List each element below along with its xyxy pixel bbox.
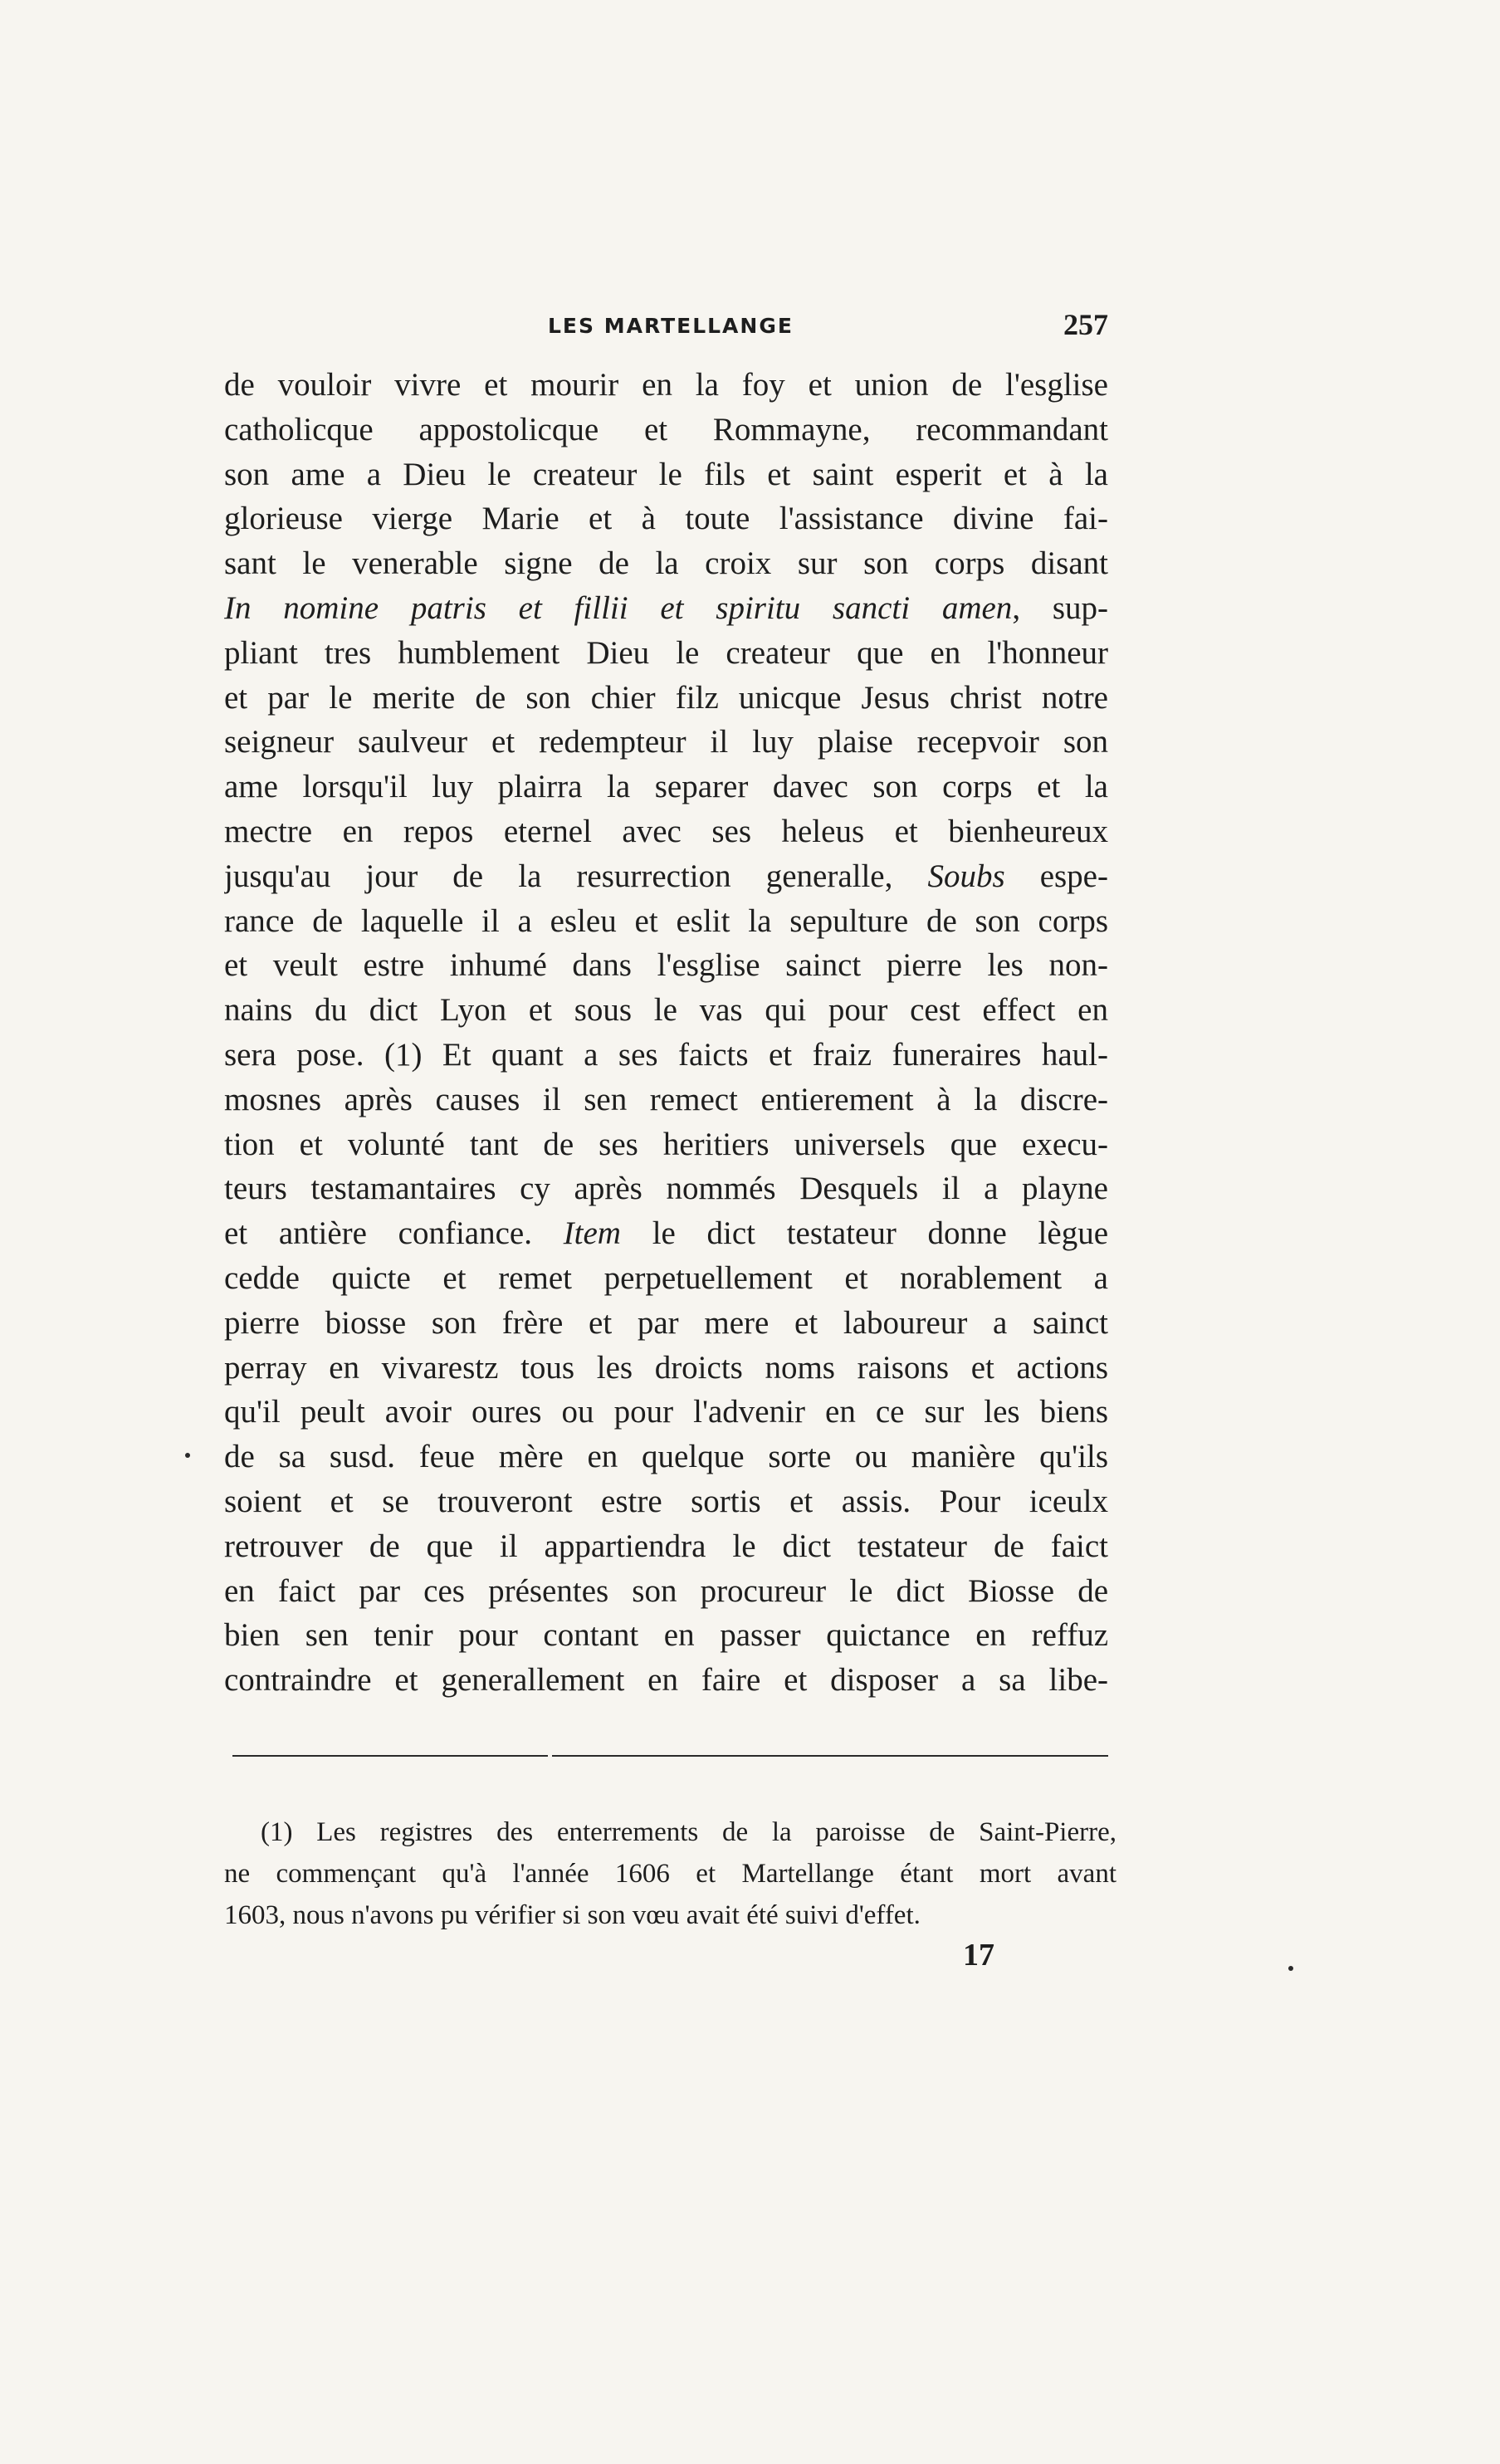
page-header	[224, 307, 1108, 357]
running-head: LES MARTELLANGE	[548, 314, 794, 338]
footnote-rule-right	[552, 1755, 1108, 1757]
text-line: rance de laquelle il a esleu et eslit la sepulture de son corps	[224, 902, 1108, 939]
text-line: sera pose. (1) Et quant a ses faicts et fraiz funeraires haul-	[224, 1036, 1108, 1073]
text-line: ame lorsqu'il luy plairra la separer davec son corps et la	[224, 769, 1108, 805]
text-line: en faict par ces présentes son procureur le dict Biosse de	[224, 1572, 1108, 1609]
italic-phrase: In nomine patris et fillii et spiritu sancti amen	[224, 589, 1013, 626]
text-line: mosnes après causes il sen remect entierement à la discre-	[224, 1081, 1108, 1117]
footnote-line: 1603, nous n'avons pu vérifier si son vœu avait été suivi d'effet.	[224, 1900, 921, 1930]
signature-mark: 17	[963, 1938, 994, 1973]
text-line: perray en vivarestz tous les droicts noms raisons et actions	[224, 1349, 1108, 1386]
text-line: de sa susd. feue mère en quelque sorte ou manière qu'ils	[224, 1439, 1108, 1475]
footnote-rule-left	[232, 1755, 548, 1757]
text-line: pierre biosse son frère et par mere et laboureur a sainct	[224, 1304, 1108, 1341]
text-line: catholicque appostolicque et Rommayne, recommandant	[224, 411, 1108, 447]
text-line: de vouloir vivre et mourir en la foy et union de l'esglise	[224, 367, 1108, 403]
text-line: son ame a Dieu le createur le fils et saint esperit et à la	[224, 456, 1108, 492]
text-line: cedde quicte et remet perpetuellement et norablement a	[224, 1259, 1108, 1296]
text-line: tion et volunté tant de ses heritiers universels que execu-	[224, 1126, 1108, 1162]
text-line: jusqu'au jour de la resurrection generalle, Soubs espe-	[224, 858, 1108, 894]
text-line: et par le merite de son chier filz unicque Jesus christ notre	[224, 679, 1108, 716]
footnote-line: ne commençant qu'à l'année 1606 et Martellange étant mort avant	[224, 1859, 1116, 1889]
italic-phrase: Item	[563, 1215, 621, 1252]
page-number: 257	[1063, 308, 1108, 341]
footnote	[224, 1811, 1116, 1936]
text-line: sant le venerable signe de la croix sur son corps disant	[224, 545, 1108, 582]
text-line: nains du dict Lyon et sous le vas qui pour cest effect en	[224, 992, 1108, 1029]
ink-speck	[1288, 1966, 1293, 1971]
text-line: et antière confiance. Item le dict testateur donne lègue	[224, 1215, 1108, 1252]
text-line: qu'il peult avoir oures ou pour l'advenir en ce sur les biens	[224, 1394, 1108, 1430]
ink-speck	[185, 1453, 190, 1458]
text-line: contraindre et generallement en faire et disposer a sa libe-	[224, 1662, 1108, 1699]
text-line: glorieuse vierge Marie et à toute l'assistance divine fai-	[224, 501, 1108, 537]
text-line: pliant tres humblement Dieu le createur que en l'honneur	[224, 634, 1108, 671]
text-line: In nomine patris et fillii et spiritu sancti amen, sup-	[224, 589, 1108, 626]
text-line: bien sen tenir pour contant en passer quictance en reffuz	[224, 1617, 1108, 1654]
text-line: retrouver de que il appartiendra le dict testateur de faict	[224, 1528, 1108, 1564]
text-line: teurs testamantaires cy après nommés Desquels il a playne	[224, 1171, 1108, 1207]
text-line: mectre en repos eternel avec ses heleus et bienheureux	[224, 813, 1108, 849]
text-line: seigneur saulveur et redempteur il luy plaise recepvoir son	[224, 724, 1108, 760]
text-line: soient et se trouveront estre sortis et assis. Pour iceulx	[224, 1483, 1108, 1519]
main-text	[224, 363, 1108, 1703]
italic-phrase: Soubs	[927, 858, 1005, 894]
text-line: et veult estre inhumé dans l'esglise sainct pierre les non-	[224, 947, 1108, 984]
footnote-line: (1) Les registres des enterrements de la paroisse de Saint-Pierre,	[261, 1817, 1116, 1847]
